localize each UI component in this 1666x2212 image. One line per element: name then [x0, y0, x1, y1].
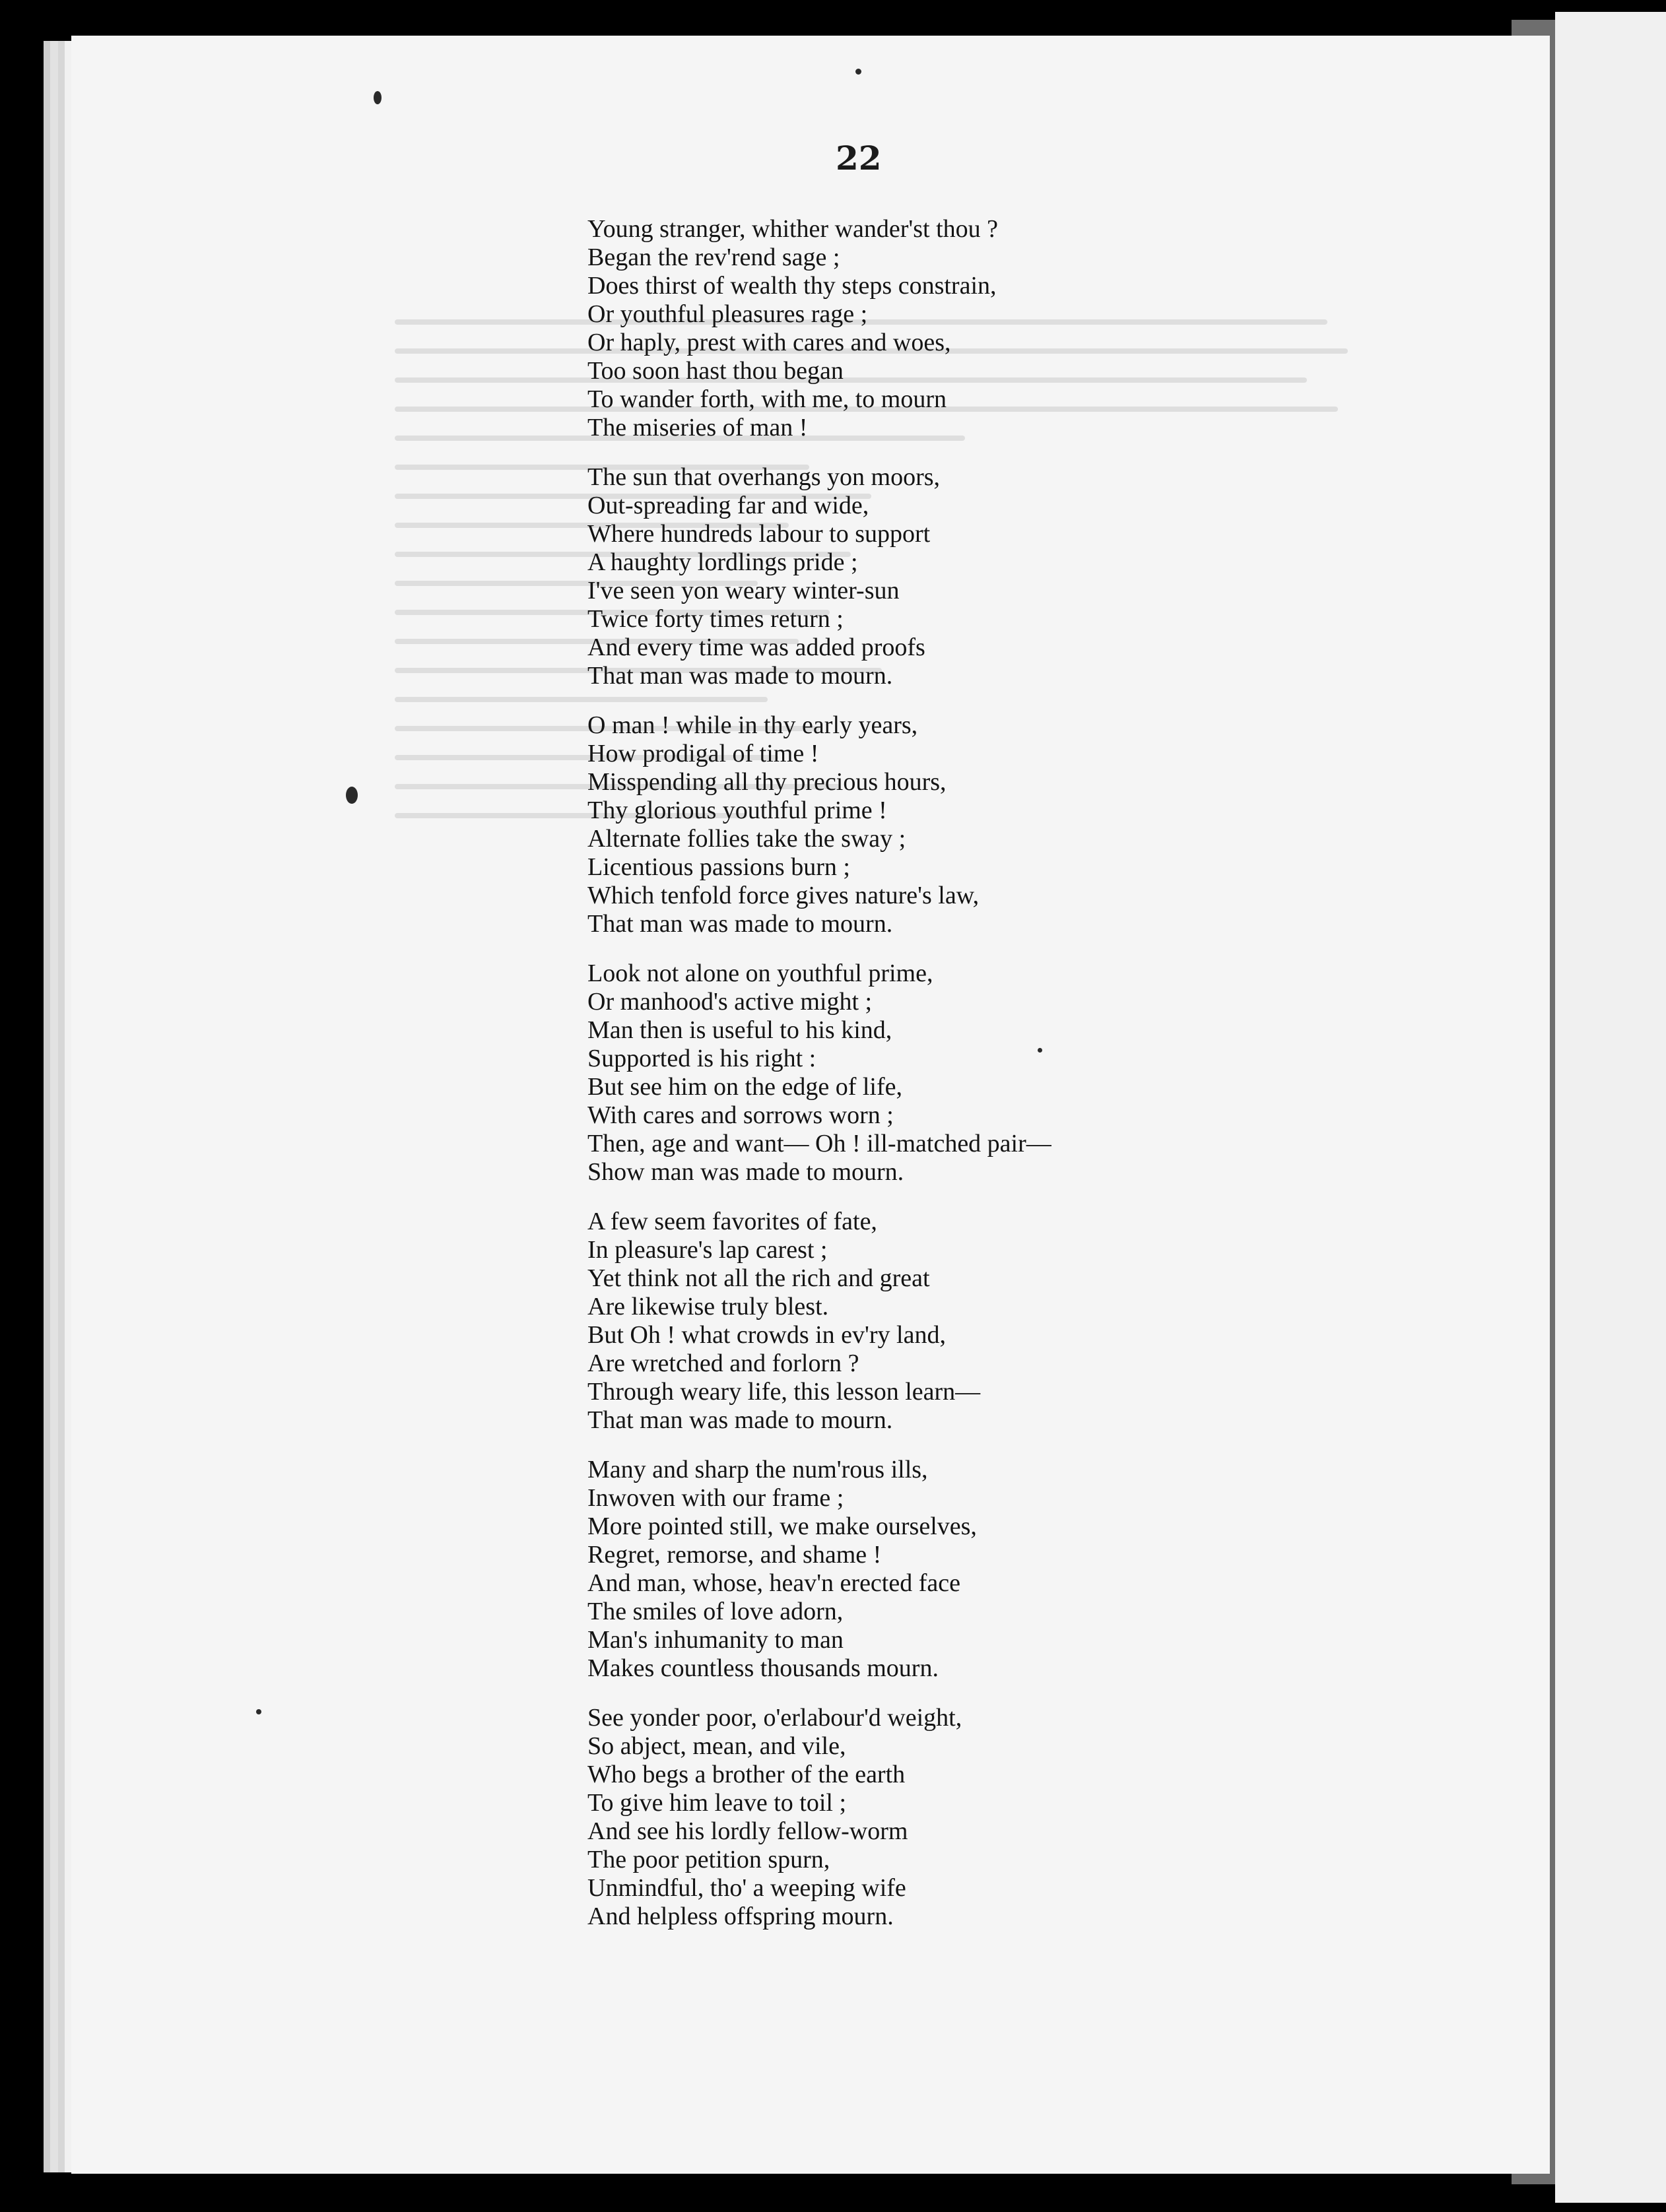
- poem-line: More pointed still, we make ourselves,: [587, 1513, 977, 1540]
- poem-line: Yet think not all the rich and great: [587, 1264, 930, 1292]
- poem-line: Unmindful, tho' a weeping wife: [587, 1874, 906, 1902]
- poem-line: The smiles of love adorn,: [587, 1598, 844, 1625]
- poem-line: Thy glorious youthful prime !: [587, 797, 887, 824]
- ink-speck: [374, 91, 382, 104]
- ink-speck: [256, 1709, 261, 1714]
- poem-line: And every time was added proofs: [587, 634, 925, 661]
- poem-line: Makes countless thousands mourn.: [587, 1654, 939, 1682]
- poem-line: Many and sharp the num'rous ills,: [587, 1456, 928, 1483]
- stanza: [587, 1456, 1248, 1683]
- poem-line: Or haply, prest with cares and woes,: [587, 329, 951, 356]
- adjacent-page: [1555, 12, 1666, 2203]
- poem-line: Look not alone on youthful prime,: [587, 960, 933, 987]
- poem-line: Who begs a brother of the earth: [587, 1761, 906, 1788]
- poem-line: Young stranger, whither wander'st thou ?: [587, 215, 999, 243]
- poem-line: With cares and sorrows worn ;: [587, 1101, 894, 1129]
- stanza: [587, 960, 1248, 1187]
- poem-line: See yonder poor, o'erlabour'd weight,: [587, 1704, 962, 1732]
- poem-line: I've seen yon weary winter-sun: [587, 577, 900, 604]
- poem-line: To wander forth, with me, to mourn: [587, 385, 947, 413]
- poem-line: Does thirst of wealth thy steps constrain,: [587, 272, 997, 300]
- poem-line: Or youthful pleasures rage ;: [587, 300, 868, 328]
- ink-speck: [1038, 1048, 1042, 1053]
- poem-line: Twice forty times return ;: [587, 605, 844, 633]
- poem-line: The sun that overhangs yon moors,: [587, 463, 941, 491]
- poem-line: Are wretched and forlorn ?: [587, 1350, 859, 1377]
- poem-line: Inwoven with our frame ;: [587, 1484, 844, 1512]
- poem-line: O man ! while in thy early years,: [587, 711, 918, 739]
- poem-line: In pleasure's lap carest ;: [587, 1236, 828, 1264]
- poem-line: Through weary life, this lesson learn—: [587, 1378, 981, 1406]
- poem-line: Then, age and want— Oh ! ill-matched pair—: [587, 1130, 1051, 1157]
- poem-line: A haughty lordlings pride ;: [587, 548, 858, 576]
- stanza: [587, 711, 1248, 938]
- ink-speck: [855, 69, 861, 75]
- poem-line: Alternate follies take the sway ;: [587, 825, 906, 853]
- poem-line: Began the rev'rend sage ;: [587, 244, 840, 271]
- poem-line: That man was made to mourn.: [587, 910, 893, 938]
- page-number: 22: [836, 139, 882, 178]
- stanza: [587, 463, 1248, 690]
- poem-line: So abject, mean, and vile,: [587, 1732, 846, 1760]
- poem-line: And see his lordly fellow-worm: [587, 1817, 908, 1845]
- poem-line: But see him on the edge of life,: [587, 1073, 902, 1101]
- poem-line: Regret, remorse, and shame !: [587, 1541, 882, 1569]
- poem-line: A few seem favorites of fate,: [587, 1208, 877, 1235]
- poem-line: Which tenfold force gives nature's law,: [587, 882, 980, 909]
- poem-line: Man's inhumanity to man: [587, 1626, 844, 1654]
- poem-line: Where hundreds labour to support: [587, 520, 931, 548]
- stanza: [587, 1704, 1248, 1931]
- poem-line: And helpless offspring mourn.: [587, 1903, 894, 1930]
- poem-line: And man, whose, heav'n erected face: [587, 1569, 960, 1597]
- poem-line: That man was made to mourn.: [587, 662, 893, 690]
- poem-line: Show man was made to mourn.: [587, 1158, 904, 1186]
- poem-line: Are likewise truly blest.: [587, 1293, 829, 1320]
- poem-line: To give him leave to toil ;: [587, 1789, 847, 1817]
- poem-line: But Oh ! what crowds in ev'ry land,: [587, 1321, 946, 1349]
- poem-line: Out-spreading far and wide,: [587, 492, 869, 519]
- poem-line: That man was made to mourn.: [587, 1406, 893, 1434]
- poem-line: Licentious passions burn ;: [587, 853, 850, 881]
- poem-line: Or manhood's active might ;: [587, 988, 873, 1016]
- poem-line: How prodigal of time !: [587, 740, 819, 767]
- poem-line: Supported is his right :: [587, 1045, 816, 1072]
- poem-line: Too soon hast thou began: [587, 357, 844, 385]
- poem-line: Misspending all thy precious hours,: [587, 768, 947, 796]
- ink-speck: [346, 787, 358, 804]
- stanza: [587, 215, 1248, 442]
- poem-line: The miseries of man !: [587, 414, 808, 441]
- poem-line: Man then is useful to his kind,: [587, 1016, 892, 1044]
- poem-line: The poor petition spurn,: [587, 1846, 830, 1873]
- stanza: [587, 1208, 1248, 1435]
- poem-body: [587, 215, 1248, 1952]
